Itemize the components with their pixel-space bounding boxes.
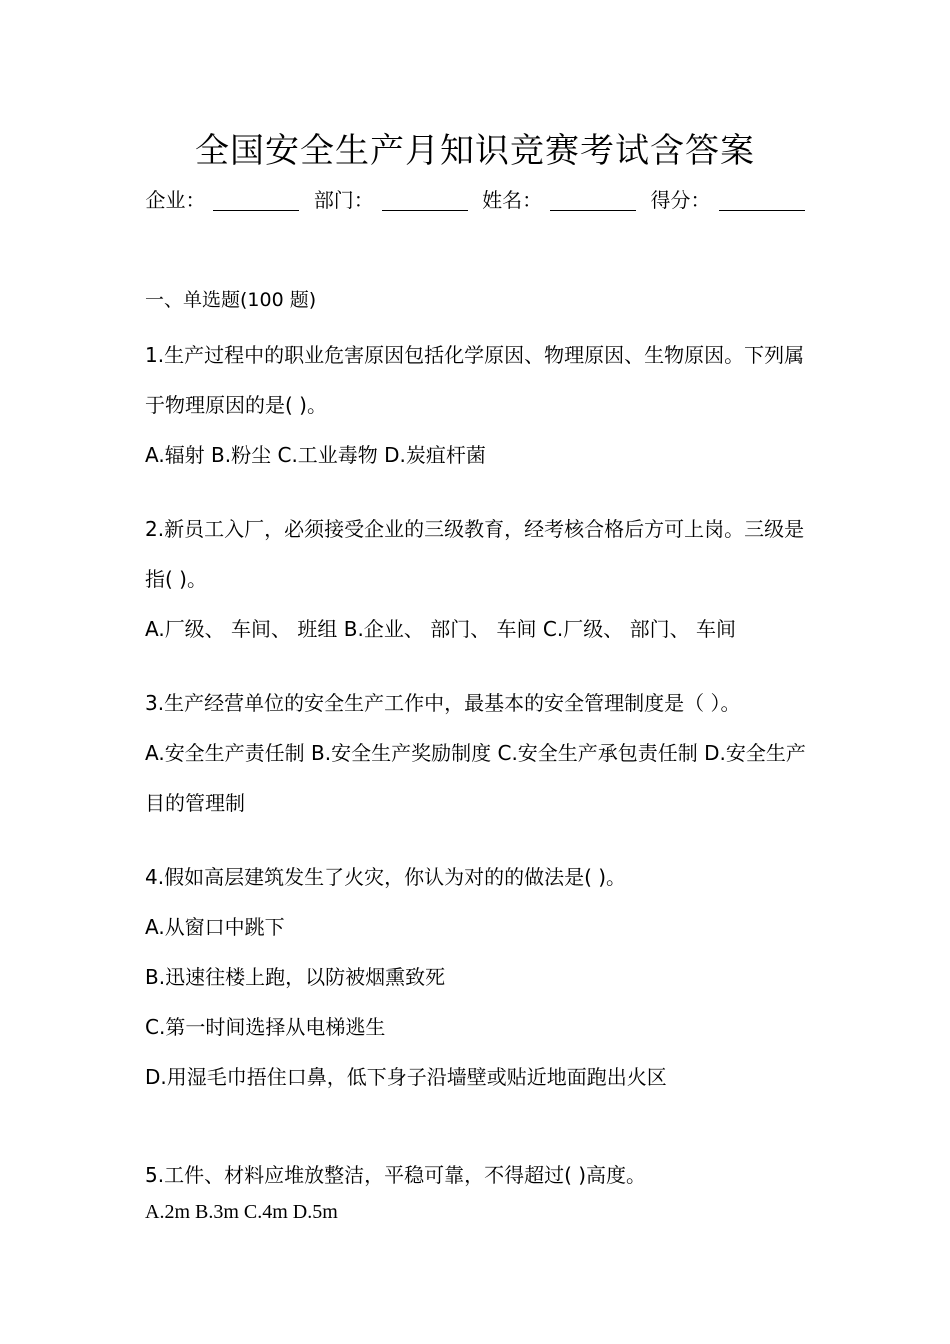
company-blank[interactable] bbox=[213, 190, 299, 211]
score-field bbox=[651, 188, 805, 212]
company-field bbox=[145, 188, 299, 212]
section-heading: 一、单选题(100 题) bbox=[145, 289, 317, 311]
question-text: 2.新员工入厂，必须接受企业的三级教育，经考核合格后方可上岗。三级是指( )。 bbox=[145, 517, 805, 591]
question-4 bbox=[145, 852, 817, 1102]
score-label: 得分： bbox=[650, 188, 711, 212]
company-label: 企业： bbox=[145, 188, 206, 212]
question-option-c: C.第一时间选择从电梯逃生 bbox=[145, 1015, 386, 1039]
department-field bbox=[314, 188, 468, 212]
question-option-d: D.用湿毛巾捂住口鼻，低下身子沿墙壁或贴近地面跑出火区 bbox=[145, 1065, 667, 1089]
question-5 bbox=[145, 1150, 817, 1224]
name-blank[interactable] bbox=[550, 190, 636, 211]
question-text: 1.生产过程中的职业危害原因包括化学原因、物理原因、生物原因。下列属于物理原因的是( )。 bbox=[145, 343, 805, 417]
department-blank[interactable] bbox=[382, 190, 468, 211]
question-options: A.辐射 B.粉尘 C.工业毒物 D.炭疽杆菌 bbox=[145, 443, 486, 467]
name-label: 姓名： bbox=[482, 188, 543, 212]
question-options: A.2m B.3m C.4m D.5m bbox=[145, 1201, 338, 1223]
page-title: 全国安全生产月知识竞赛考试含答案 bbox=[195, 131, 755, 171]
name-field bbox=[482, 188, 636, 212]
question-options: A.厂级、 车间、 班组 B.企业、 部门、 车间 C.厂级、 部门、 车间 bbox=[145, 617, 736, 641]
question-2 bbox=[145, 504, 817, 654]
exam-info-row bbox=[0, 184, 950, 216]
score-blank[interactable] bbox=[719, 190, 805, 211]
question-option-a: A.从窗口中跳下 bbox=[145, 915, 285, 939]
exam-content bbox=[145, 280, 817, 1248]
department-label: 部门： bbox=[313, 188, 374, 212]
question-options: A.安全生产责任制 B.安全生产奖励制度 C.安全生产承包责任制 D.安全生产目的管理制 bbox=[145, 741, 806, 815]
question-3 bbox=[145, 678, 817, 828]
question-1 bbox=[145, 330, 817, 480]
question-text: 3.生产经营单位的安全生产工作中，最基本的安全管理制度是（ ）。 bbox=[145, 691, 741, 715]
question-option-b: B.迅速往楼上跑，以防被烟熏致死 bbox=[145, 965, 446, 989]
question-text: 4.假如高层建筑发生了火灾，你认为对的的做法是( )。 bbox=[145, 865, 627, 889]
question-text: 5.工件、材料应堆放整洁，平稳可靠，不得超过( )高度。 bbox=[145, 1163, 647, 1187]
